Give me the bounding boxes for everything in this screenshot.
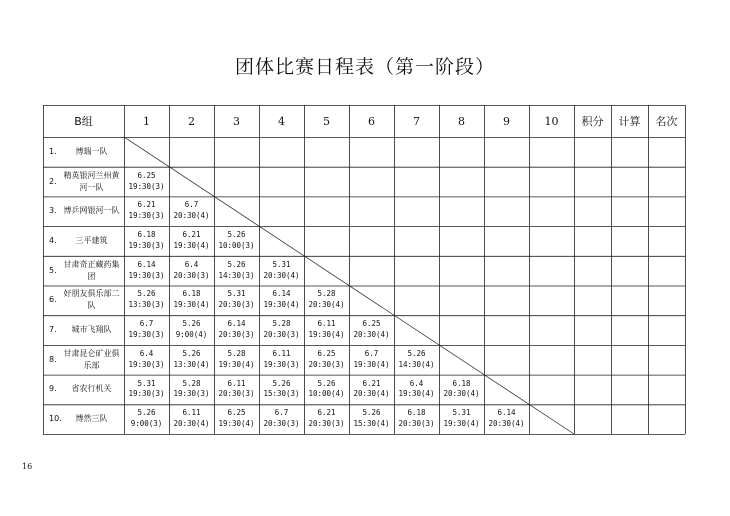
- match-time-table: 20:30(4): [443, 389, 480, 399]
- column-header: 4: [278, 114, 285, 128]
- match-cell: [304, 404, 349, 434]
- match-date: 6.7: [274, 408, 289, 418]
- team-name: 省农行机关: [71, 384, 112, 394]
- match-time-table: 20:30(3): [173, 270, 210, 280]
- match-cell: [349, 315, 394, 345]
- match-time-table: 13:30(3): [128, 300, 165, 310]
- match-time-table: 20:30(3): [398, 419, 435, 429]
- match-date: 6.7: [364, 348, 379, 358]
- team-number: 8.: [49, 354, 57, 364]
- team-number: 2.: [49, 176, 57, 186]
- match-cell: [304, 315, 349, 345]
- match-cell: [259, 315, 304, 345]
- team-name-cell: [43, 226, 124, 256]
- match-time-table: 20:30(4): [308, 300, 345, 310]
- page-title: 团体比赛日程表（第一阶段）: [234, 56, 495, 78]
- match-cell: [259, 256, 304, 286]
- match-time-table: 19:30(3): [128, 359, 165, 369]
- column-header: 2: [188, 114, 195, 128]
- match-cell: [214, 375, 259, 405]
- match-cell: [259, 375, 304, 405]
- match-time-table: 19:30(4): [173, 300, 210, 310]
- match-time-table: 19:30(4): [218, 359, 255, 369]
- match-cell: [394, 345, 439, 375]
- match-cell: [214, 286, 259, 316]
- match-time-table: 20:30(4): [353, 330, 390, 340]
- match-time-table: 19:30(3): [128, 211, 165, 221]
- match-time-table: 19:30(3): [128, 389, 165, 399]
- match-time-table: 19:30(4): [218, 419, 255, 429]
- match-date: 6.18: [452, 378, 471, 388]
- match-time-table: 14:30(4): [398, 359, 435, 369]
- match-time-table: 19:30(4): [308, 330, 345, 340]
- match-date: 6.21: [182, 230, 201, 240]
- match-cell: [169, 286, 214, 316]
- match-cell: [124, 167, 169, 197]
- match-time-table: 19:30(4): [263, 300, 300, 310]
- match-time-table: 20:30(3): [218, 389, 255, 399]
- match-cell: [214, 345, 259, 375]
- match-date: 6.21: [362, 378, 381, 388]
- match-time-table: 20:30(3): [218, 300, 255, 310]
- match-cell: [124, 345, 169, 375]
- column-header: 7: [413, 114, 420, 128]
- match-date: 6.14: [227, 319, 246, 329]
- column-header: 名次: [655, 115, 678, 128]
- match-time-table: 20:30(3): [218, 330, 255, 340]
- match-time-table: 20:30(4): [353, 389, 390, 399]
- team-name-cell: [43, 375, 124, 405]
- team-name: 博然三队: [75, 414, 108, 424]
- column-header: 9: [503, 114, 510, 128]
- match-time-table: 19:30(3): [128, 240, 165, 250]
- match-date: 5.31: [227, 289, 246, 299]
- match-date: 6.4: [184, 259, 199, 269]
- match-date: 6.25: [317, 348, 336, 358]
- team-name: 甘肃昆仑矿业俱乐部: [63, 348, 120, 370]
- match-time-table: 19:30(4): [353, 359, 390, 369]
- match-cell: [124, 375, 169, 405]
- team-name: 精英银河兰州黄河一队: [63, 170, 120, 192]
- column-header: 积分: [581, 115, 604, 128]
- match-cell: [124, 226, 169, 256]
- match-date: 5.26: [182, 319, 201, 329]
- team-number: 6.: [49, 295, 57, 305]
- match-date: 5.26: [227, 230, 246, 240]
- match-cell: [214, 226, 259, 256]
- match-cell: [439, 375, 484, 405]
- team-name: 甘肃奇正藏药集团: [63, 259, 120, 281]
- team-name: 三平建筑: [75, 235, 108, 245]
- match-cell: [124, 286, 169, 316]
- team-number: 1.: [49, 146, 57, 156]
- team-name: 城市飞翔队: [71, 325, 112, 335]
- match-date: 6.14: [497, 408, 516, 418]
- match-time-table: 19:30(3): [128, 330, 165, 340]
- match-cell: [304, 286, 349, 316]
- match-time-table: 15:30(4): [353, 419, 390, 429]
- match-cell: [214, 256, 259, 286]
- match-date: 5.28: [227, 348, 246, 358]
- match-cell: [214, 315, 259, 345]
- match-cell: [304, 345, 349, 375]
- match-date: 5.26: [182, 348, 201, 358]
- match-time-table: 19:30(4): [398, 389, 435, 399]
- team-name: 博瑞一队: [75, 146, 108, 156]
- team-name-cell: [43, 137, 124, 167]
- match-cell: [169, 375, 214, 405]
- match-cell: [169, 345, 214, 375]
- match-date: 6.25: [227, 408, 246, 418]
- team-name-cell: [43, 404, 124, 434]
- match-time-table: 14:30(3): [218, 270, 255, 280]
- column-header: 计算: [618, 115, 641, 128]
- team-number: 5.: [49, 265, 57, 275]
- match-date: 5.28: [182, 378, 201, 388]
- match-time-table: 13:30(4): [173, 359, 210, 369]
- match-date: 6.7: [184, 200, 199, 210]
- column-header: 8: [458, 114, 465, 128]
- match-cell: [259, 404, 304, 434]
- match-date: 5.28: [272, 319, 291, 329]
- column-header: 3: [233, 114, 240, 128]
- match-cell: [304, 375, 349, 405]
- match-time-table: 19:30(3): [173, 389, 210, 399]
- match-time-table: 15:30(3): [263, 389, 300, 399]
- match-cell: [484, 404, 529, 434]
- match-cell: [259, 345, 304, 375]
- match-time-table: 20:30(4): [263, 270, 300, 280]
- match-cell: [394, 375, 439, 405]
- match-date: 6.11: [182, 408, 201, 418]
- match-date: 6.18: [407, 408, 426, 418]
- match-date: 5.31: [452, 408, 471, 418]
- team-name: 博乒网银河一队: [63, 206, 120, 216]
- match-date: 6.25: [137, 170, 156, 180]
- match-time-table: 20:30(4): [488, 419, 525, 429]
- match-cell: [394, 404, 439, 434]
- team-number: 10.: [49, 414, 62, 424]
- match-date: 5.26: [137, 289, 156, 299]
- match-date: 5.31: [272, 259, 291, 269]
- match-time-table: 20:30(4): [173, 419, 210, 429]
- team-number: 4.: [49, 235, 57, 245]
- match-time-table: 19:30(3): [128, 270, 165, 280]
- match-date: 5.28: [317, 289, 336, 299]
- match-cell: [349, 375, 394, 405]
- match-date: 6.11: [227, 378, 246, 388]
- match-time-table: 19:30(3): [128, 181, 165, 191]
- team-name-cell: [43, 196, 124, 226]
- match-time-table: 9:00(4): [175, 330, 208, 340]
- match-date: 6.18: [182, 289, 201, 299]
- match-cell: [124, 404, 169, 434]
- schedule-table: [43, 105, 685, 434]
- match-cell: [124, 196, 169, 226]
- team-name-cell: [43, 167, 124, 197]
- match-cell: [259, 286, 304, 316]
- match-date: 6.14: [137, 259, 156, 269]
- match-cell: [169, 315, 214, 345]
- match-cell: [124, 315, 169, 345]
- match-cell: [349, 404, 394, 434]
- match-time-table: 10:00(3): [218, 240, 255, 250]
- match-date: 5.26: [407, 348, 426, 358]
- match-cell: [169, 256, 214, 286]
- match-date: 6.4: [409, 378, 424, 388]
- group-header: B组: [74, 115, 93, 128]
- match-time-table: 19:30(4): [443, 419, 480, 429]
- team-number: 3.: [49, 206, 57, 216]
- match-date: 5.26: [137, 408, 156, 418]
- match-time-table: 19:30(3): [263, 359, 300, 369]
- match-date: 6.4: [139, 348, 154, 358]
- match-time-table: 20:30(3): [263, 330, 300, 340]
- match-time-table: 20:30(3): [308, 359, 345, 369]
- match-date: 6.25: [362, 319, 381, 329]
- match-cell: [169, 226, 214, 256]
- team-name-cell: [43, 345, 124, 375]
- match-cell: [124, 256, 169, 286]
- match-date: 5.26: [227, 259, 246, 269]
- page-number: 16: [22, 462, 33, 471]
- match-time-table: 10:00(4): [308, 389, 345, 399]
- match-date: 6.21: [317, 408, 336, 418]
- match-date: 6.21: [137, 200, 156, 210]
- team-number: 7.: [49, 325, 57, 335]
- match-time-table: 19:30(4): [173, 240, 210, 250]
- match-cell: [214, 404, 259, 434]
- match-date: 6.18: [137, 230, 156, 240]
- match-cell: [349, 345, 394, 375]
- match-time-table: 20:30(4): [173, 211, 210, 221]
- team-name-cell: [43, 256, 124, 286]
- match-date: 5.31: [137, 378, 156, 388]
- match-time-table: 9:00(3): [130, 419, 163, 429]
- match-date: 5.26: [272, 378, 291, 388]
- column-header: 1: [143, 114, 150, 128]
- match-cell: [169, 196, 214, 226]
- team-name-cell: [43, 315, 124, 345]
- team-name-cell: [43, 286, 124, 316]
- column-header: 5: [323, 114, 330, 128]
- match-time-table: 20:30(3): [263, 419, 300, 429]
- column-header: 6: [368, 114, 375, 128]
- column-header: 10: [544, 114, 559, 128]
- team-name: 好朋友俱乐部二队: [63, 289, 120, 311]
- match-time-table: 20:30(3): [308, 419, 345, 429]
- match-cell: [439, 404, 484, 434]
- match-date: 5.26: [362, 408, 381, 418]
- match-date: 6.11: [317, 319, 336, 329]
- match-date: 6.11: [272, 348, 291, 358]
- team-number: 9.: [49, 384, 57, 394]
- match-date: 6.14: [272, 289, 291, 299]
- match-cell: [169, 404, 214, 434]
- match-date: 5.26: [317, 378, 336, 388]
- match-date: 6.7: [139, 319, 154, 329]
